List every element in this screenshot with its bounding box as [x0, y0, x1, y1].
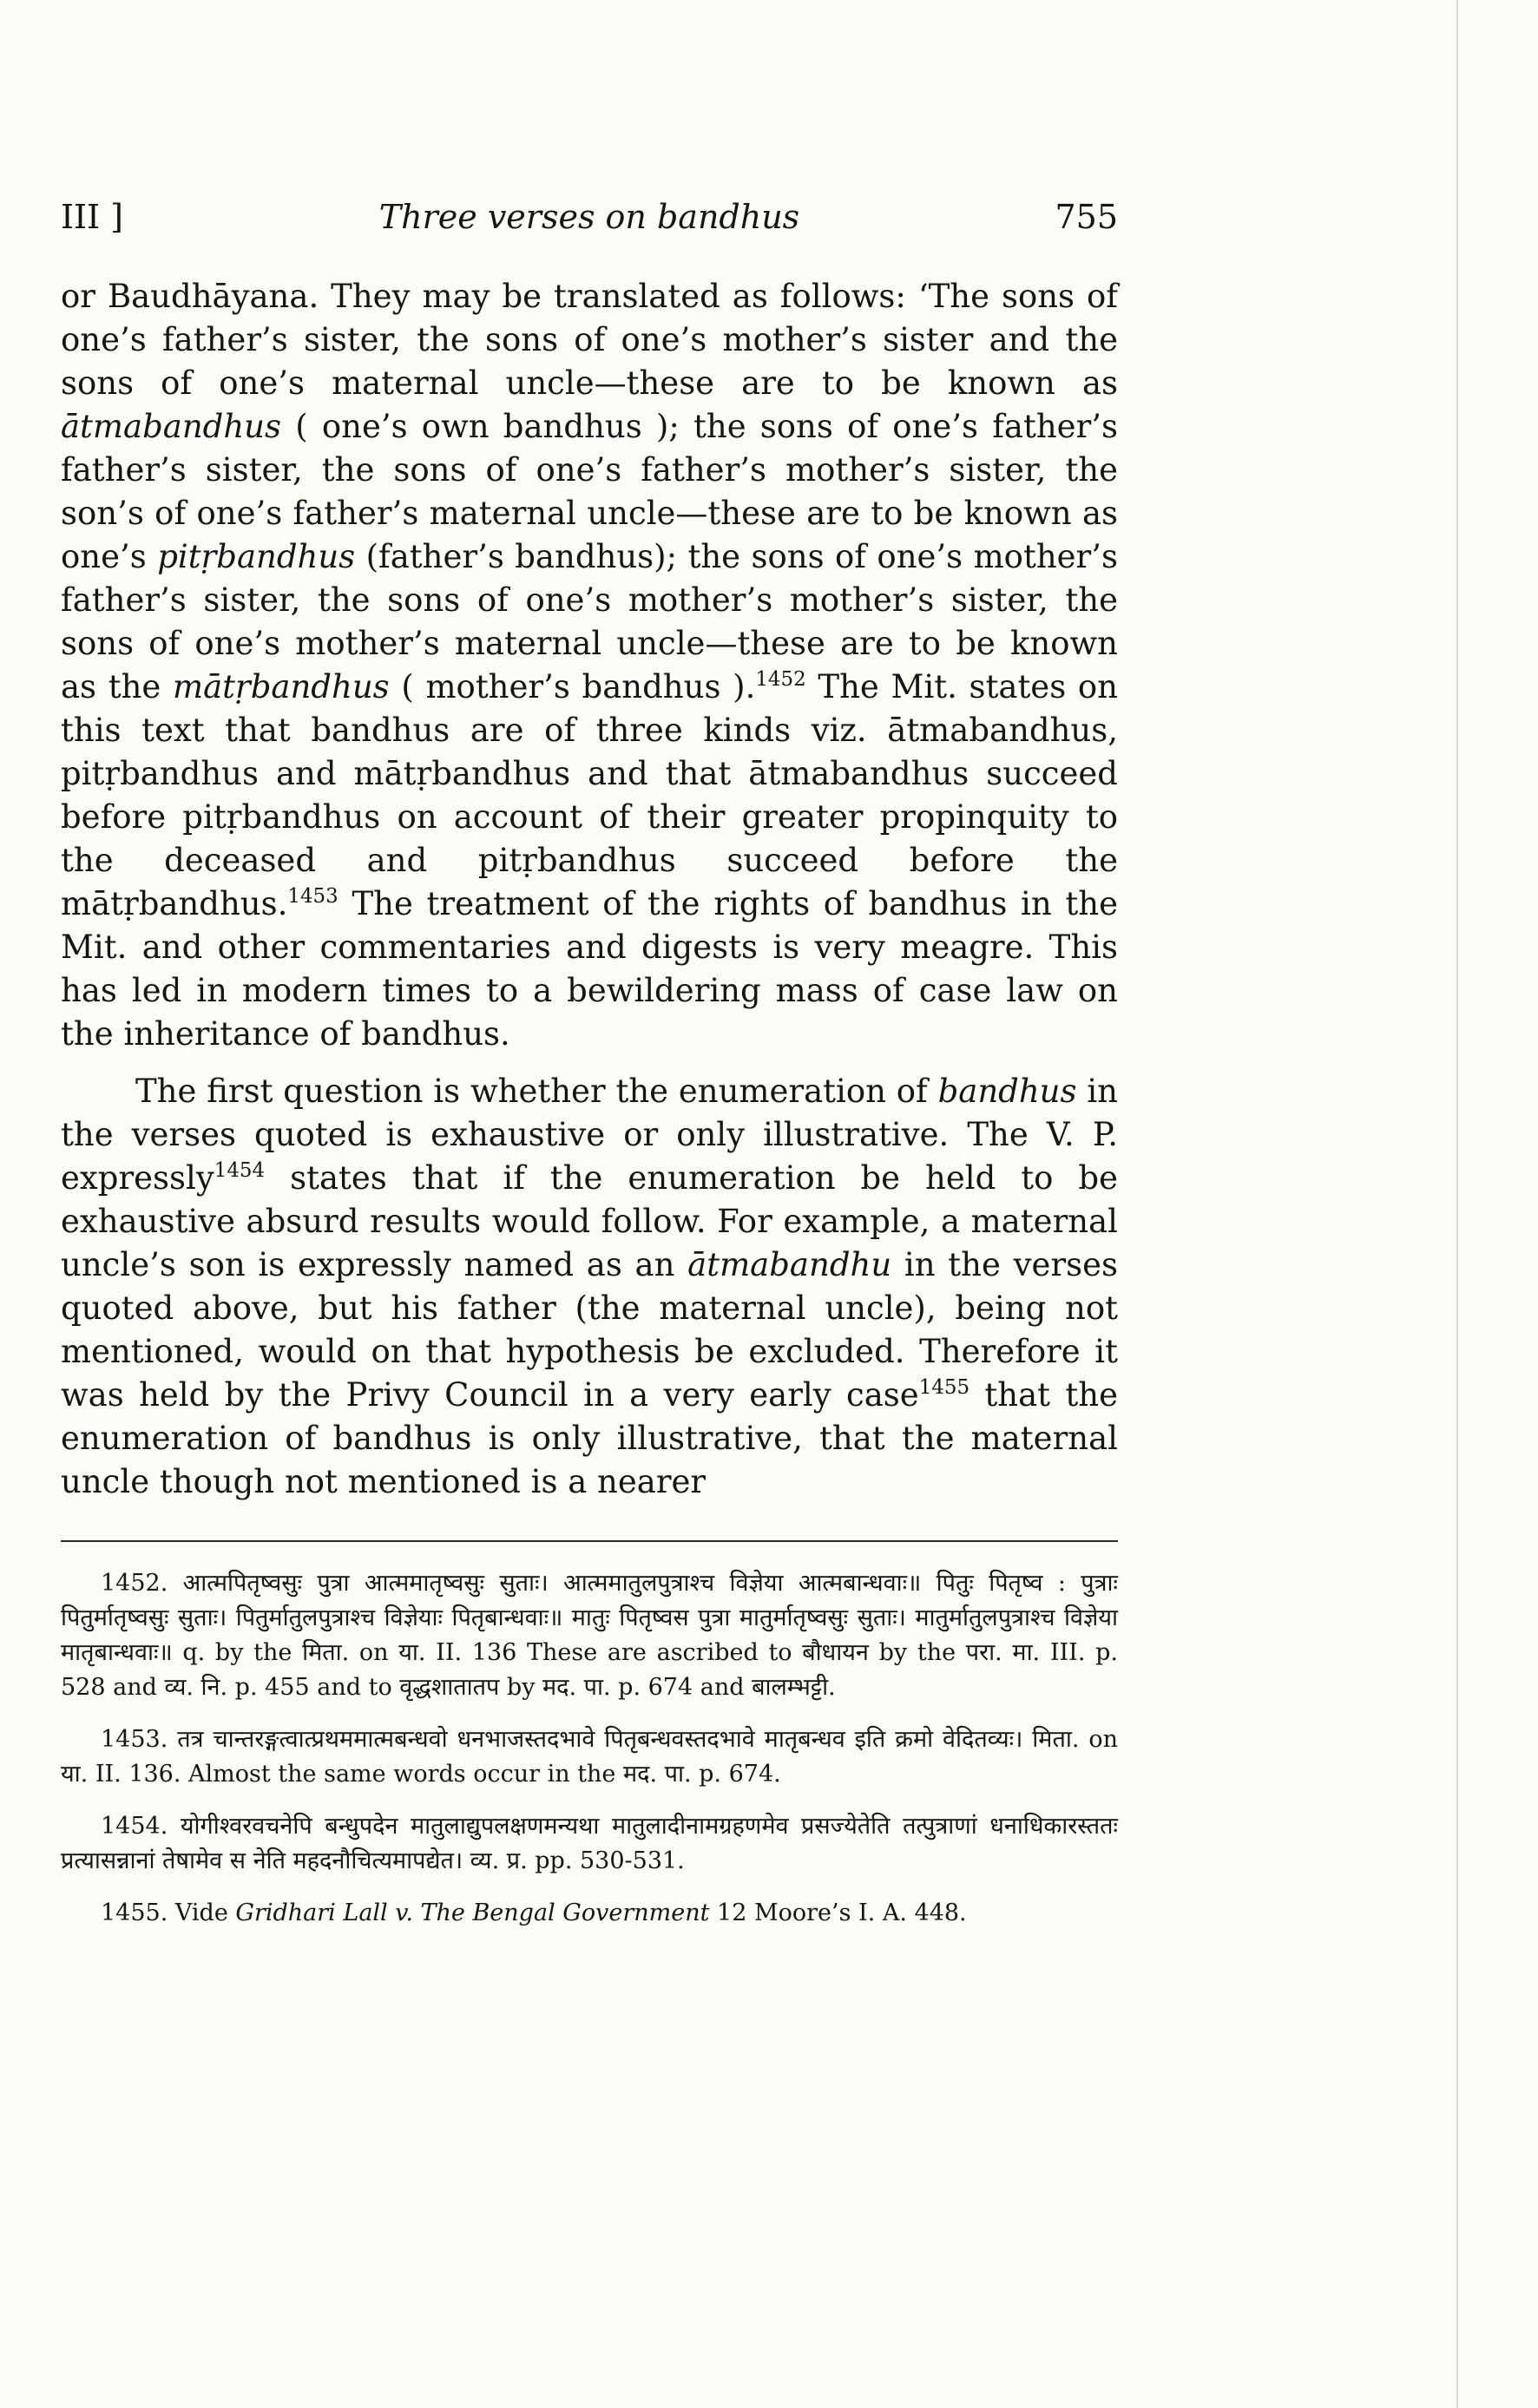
section-marker: III ]	[61, 198, 123, 236]
paragraph-2: The first question is whether the enumeration of bandhus in the verses quoted is exhaustive or only illustrative. The V. P. expressly$^{1454}$ states that if the enumeration be held to be exhaustive absurd results would follow. For example, a maternal uncle’s son is expressly named as an ātmabandhu in the verses quoted above, but his father (the maternal uncle), being not mentioned, would on that hypothesis be excluded. Therefore it was held by the Privy Council in a very early case$^{1455}$ that the enumeration of bandhus is only illustrative, that the maternal uncle though not mentioned is a nearer	[61, 1073, 1118, 1500]
footnote-ref-1453[interactable]: 1453	[287, 884, 338, 908]
footnote-1453: 1453. तत्र चान्तरङ्गत्वात्प्रथममात्मबन्धवो धनभाजस्तदभावे पितृबन्धवस्तदभावे मातृबन्धव इति क्रमो वेदितव्यः। मिता. on या. II. 136. Almost the same words occur in the मद. पा. p. 674.	[61, 1726, 1118, 1788]
footnote-divider	[61, 1540, 1118, 1542]
footnote-ref-1455[interactable]: 1455	[918, 1375, 970, 1399]
footnote-ref-1452[interactable]: 1452	[755, 667, 806, 691]
paragraph-1: or Baudhāyana. They may be translated as follows: ‘The sons of one’s father’s sister, the sons of one’s mother’s sister and the sons of one’s maternal uncle—these are to be known as ātmabandhus ( one’s own bandhus ); the sons of one’s father’s father’s sister, the sons of one’s father’s mother’s sister, the son’s of one’s father’s maternal uncle—these are to be known as one’s pitṛbandhus (father’s bandhus); the sons of one’s mother’s father’s sister, the sons of one’s mother’s mother’s sister, the sons of one’s mother’s maternal uncle—these are to be known as the mātṛbandhus ( mother’s bandhus ).$^{1452}$ The Mit. states on this text that bandhus are of three kinds viz. ātmabandhus, pitṛbandhus and mātṛbandhus and that ātmabandhus succeed before pitṛbandhus on account of their greater propinquity to the deceased and pitṛbandhus succeed before the mātṛbandhus.$^{1453}$ The treatment of the rights of bandhus in the Mit. and other commentaries and digests is very meagre. This has led in modern times to a bewildering mass of case law on the inheritance of bandhus.	[61, 278, 1118, 1053]
footnote-ref-1454[interactable]: 1454	[214, 1158, 266, 1182]
term-bandhus: bandhus	[937, 1073, 1077, 1110]
scan-edge-line	[1456, 0, 1458, 2408]
term-atmabandhu: ātmabandhu	[687, 1246, 892, 1283]
footnote-1452: 1452. आत्मपितृष्वसुः पुत्रा आत्ममातृष्वसुः सुताः। आत्ममातुलपुत्राश्च विज्ञेया आत्मबान्धवाः॥ पितुः पितृष्व : पुत्राः पितुर्मातृष्वसुः सुताः। पितुर्मातुलपुत्राश्च विज्ञेयाः पितृबान्धवाः॥ मातुः पितृष्वस पुत्रा मातुर्मातृष्वसुः सुताः। मातुर्मातुलपुत्राश्च विज्ञेया मातृबान्धवाः॥ q. by the मिता. on या. II. 136 These are ascribed to बौधायन by the परा. मा. III. p. 528 and व्य. नि. p. 455 and to वृद्धशातातप by मद. पा. p. 674 and बालम्भट्टी.	[61, 1570, 1118, 1701]
footnotes	[61, 1566, 1118, 1931]
running-header	[61, 198, 1118, 246]
term-pitrbandhus: pitṛbandhus	[157, 538, 356, 575]
page-number: 755	[1055, 198, 1118, 236]
term-atmabandhus: ātmabandhus	[61, 408, 281, 445]
running-title: Three verses on bandhus	[378, 198, 800, 236]
term-matrbandhus: mātṛbandhus	[173, 668, 390, 705]
footnote-1454: 1454. योगीश्वरवचनेपि बन्धुपदेन मातुलाद्युपलक्षणमन्यथा मातुलादीनामग्रहणमेव प्रसज्येतेति तत्पुत्राणां धनाधिकारस्ततः प्रत्यासन्नानां तेषामेव स नेति महदनौचित्यमापद्येत। व्य. प्र. pp. 530-531.	[61, 1813, 1118, 1874]
case-citation: Gridhari Lall v. The Bengal Government	[235, 1899, 710, 1926]
body-text	[61, 275, 1118, 1504]
footnote-1455: 1455. Vide Gridhari Lall v. The Bengal Government 12 Moore’s I. A. 448.	[101, 1899, 967, 1926]
